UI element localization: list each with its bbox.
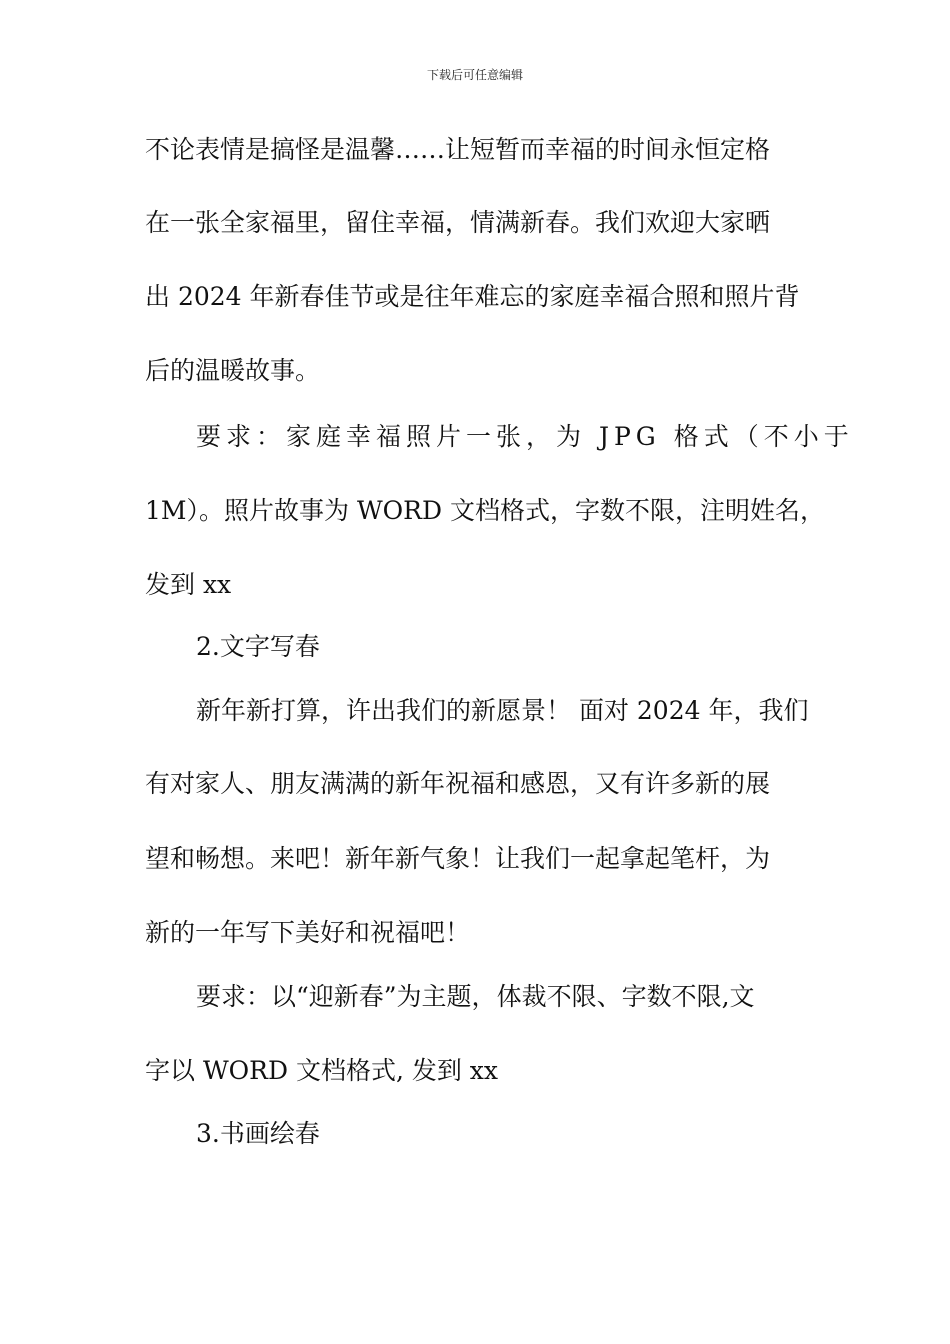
paragraph-line: 1M）。照片故事为 WORD 文档格式，字数不限，注明姓名， (145, 496, 825, 525)
section-heading: 3.书画绘春 (196, 1119, 320, 1148)
paragraph-line: 有对家人、朋友满满的新年祝福和感恩，又有许多新的展 (145, 769, 771, 798)
header-note: 下载后可任意编辑 (426, 68, 523, 82)
paragraph-line: 字以 WORD 文档格式, 发到 xx (145, 1056, 498, 1085)
paragraph-line: 新的一年写下美好和祝福吧！ (145, 918, 471, 947)
paragraph-line: 出 2024 年新春佳节或是往年难忘的家庭幸福合照和照片背 (145, 282, 800, 311)
section-heading: 2.文字写春 (196, 632, 320, 661)
requirement-line: 要求：家庭幸福照片一张，为 JPG 格式（不小于 (196, 422, 854, 451)
paragraph-line: 发到 xx (145, 570, 232, 599)
requirement-line: 要求：以“迎新春”为主题，体裁不限、字数不限,文 (196, 982, 755, 1011)
paragraph-line: 在一张全家福里，留住幸福，情满新春。我们欢迎大家晒 (145, 208, 771, 237)
paragraph-line: 不论表情是搞怪是温馨……让短暂而幸福的时间永恒定格 (145, 135, 771, 164)
paragraph-line: 望和畅想。来吧！新年新气象！让我们一起拿起笔杆，为 (145, 844, 771, 873)
paragraph-line: 新年新打算，许出我们的新愿景！ 面对 2024 年，我们 (196, 696, 809, 725)
paragraph-line: 后的温暖故事。 (145, 356, 321, 385)
